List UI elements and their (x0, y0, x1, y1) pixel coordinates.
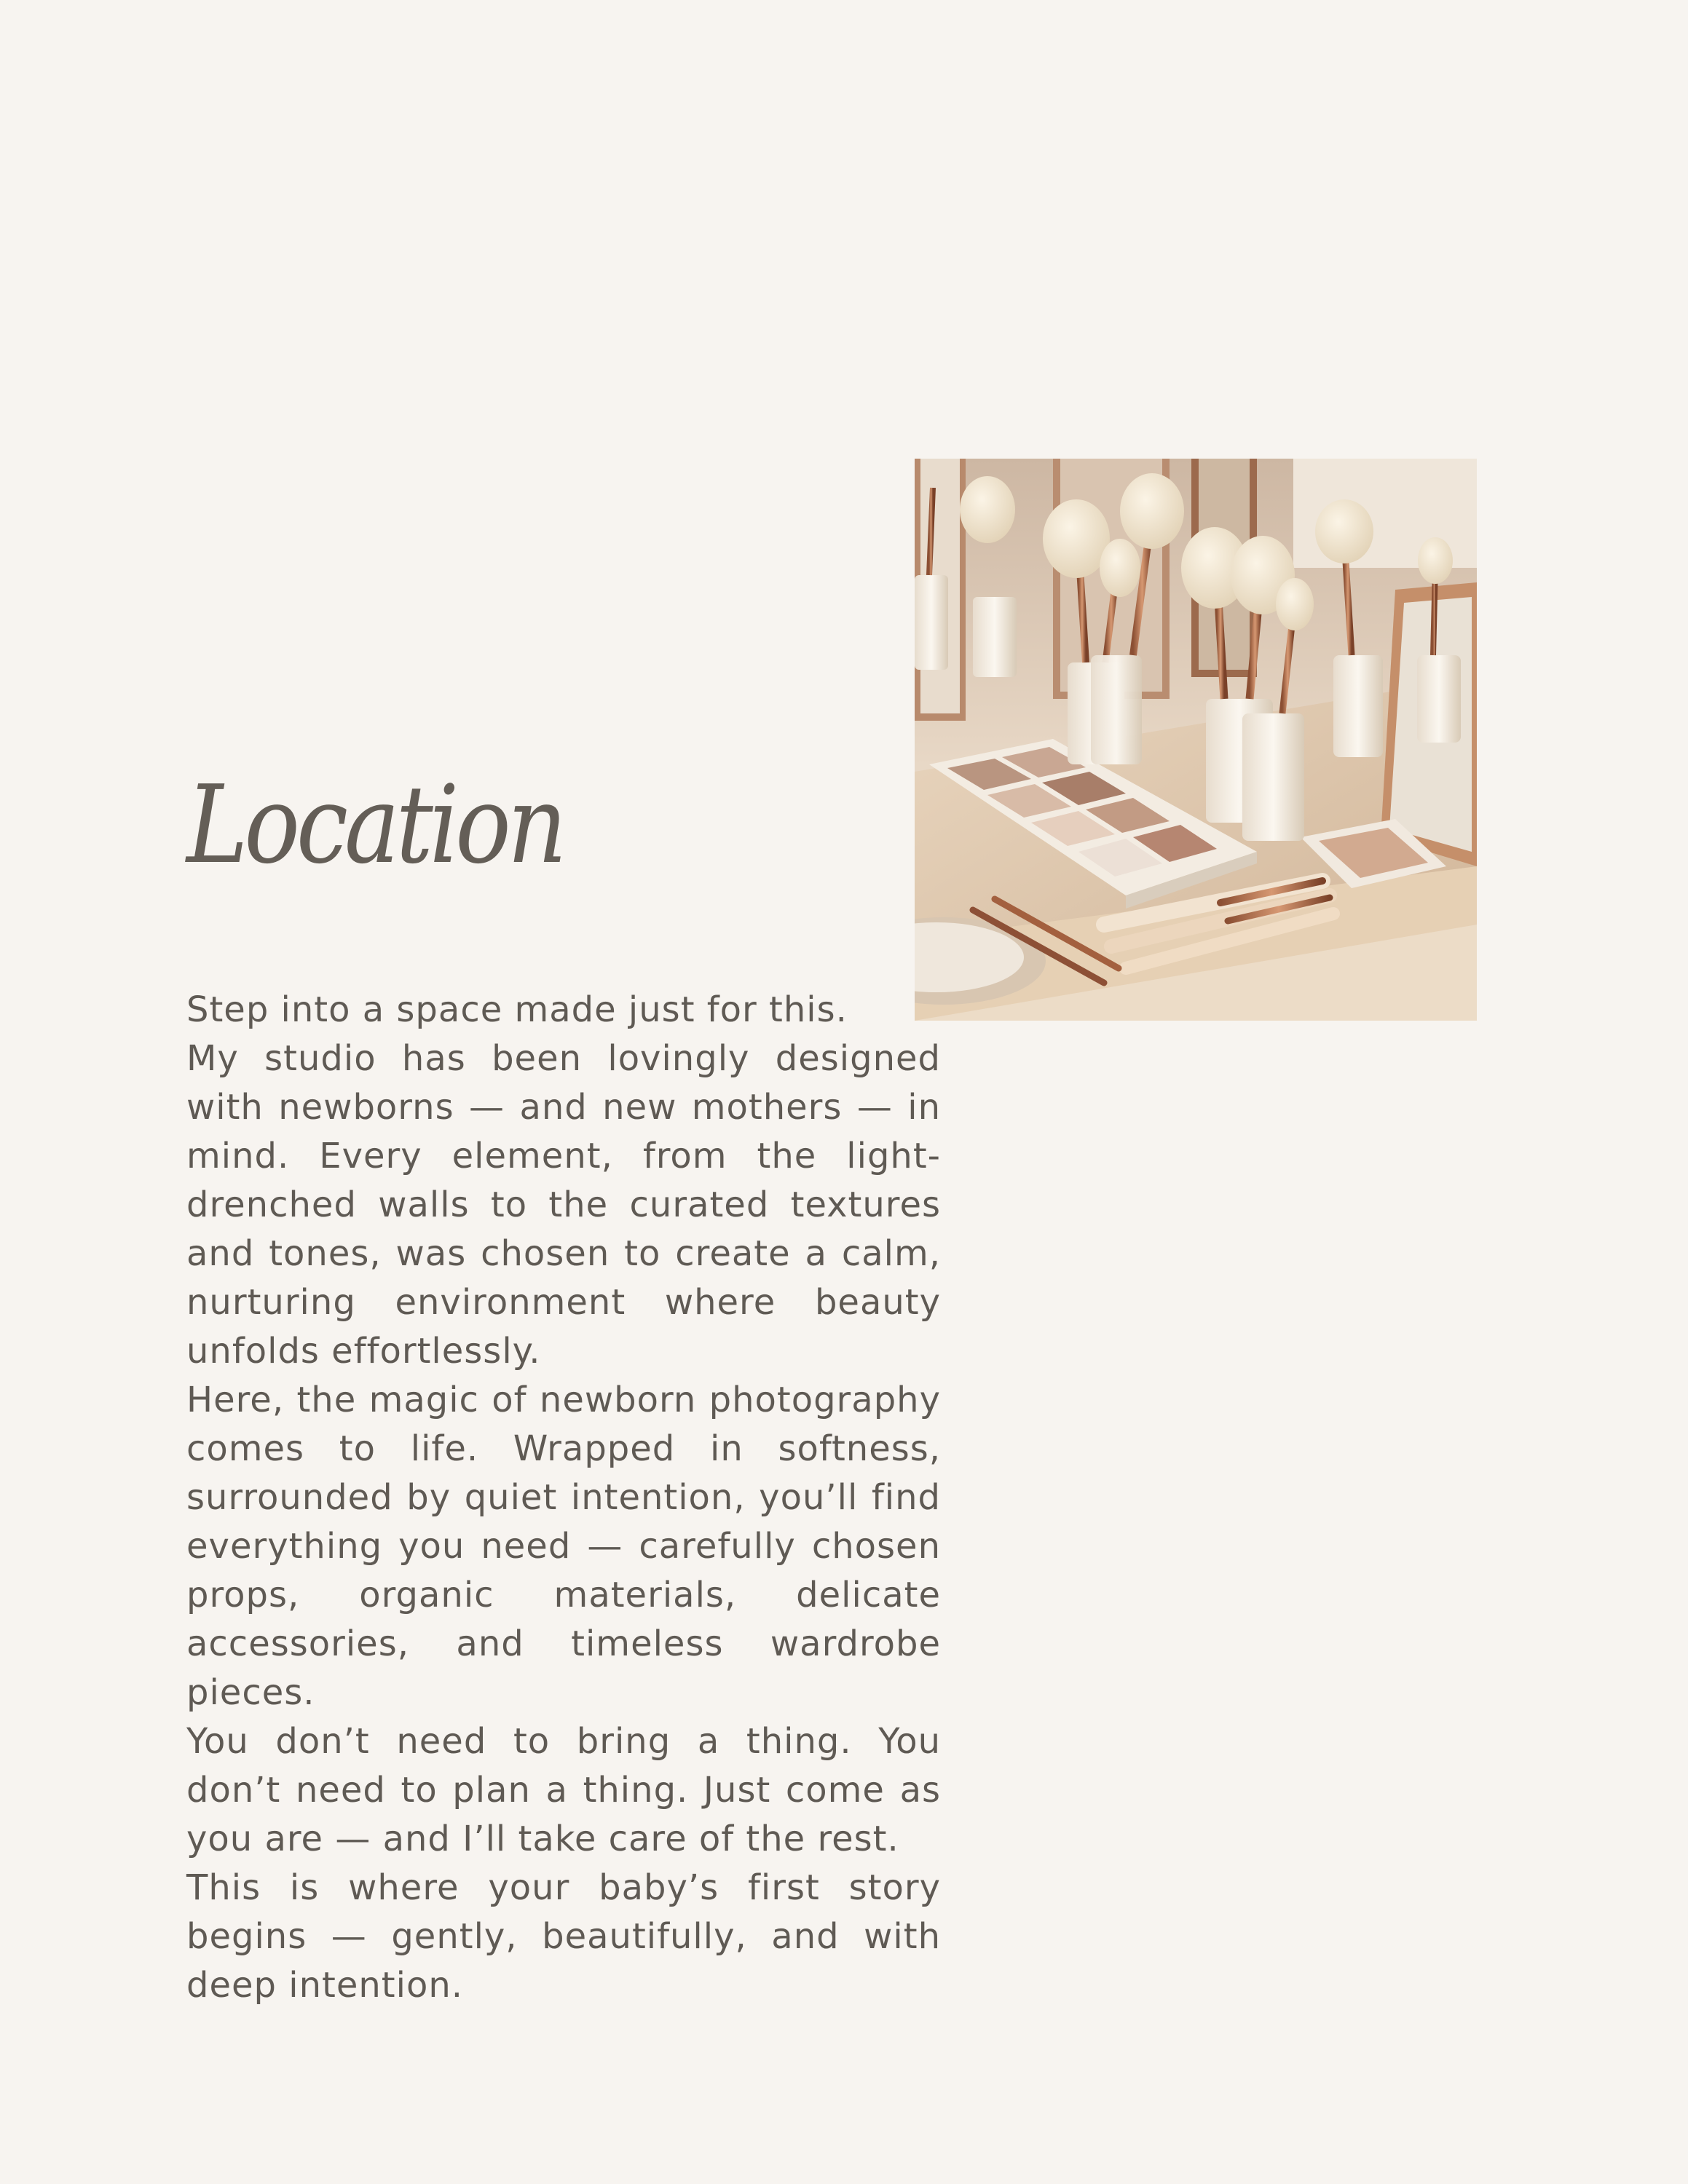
paragraph-intro: Step into a space made just for this. (186, 989, 848, 1030)
location-description (186, 986, 941, 2010)
makeup-brushes-photo (915, 459, 1477, 1021)
paragraph-magic: Here, the magic of newborn photography comes to life. Wrapped in softness, surrounded by quiet intention, you’ll find everything you need — carefully chosen props, organic materials, delicate accessories, and timeless wardrobe pieces. (186, 1380, 941, 1713)
photo-illustration (915, 459, 1477, 1021)
paragraph-studio: My studio has been lovingly designed with newborns — and new mothers — in mind. Every element, from the light-drenched walls to the curated textures and tones, was chosen to create a calm, nurturing environment where beauty unfolds effortlessly. (186, 1038, 941, 1372)
paragraph-first-story: This is where your baby’s first story begins — gently, beautifully, and with deep intention. (186, 1867, 941, 2006)
paragraph-nothing-to-bring: You don’t need to bring a thing. You don’t need to plan a thing. Just come as you are — and I’ll take care of the rest. (186, 1721, 941, 1859)
page-title: Location (186, 762, 564, 887)
